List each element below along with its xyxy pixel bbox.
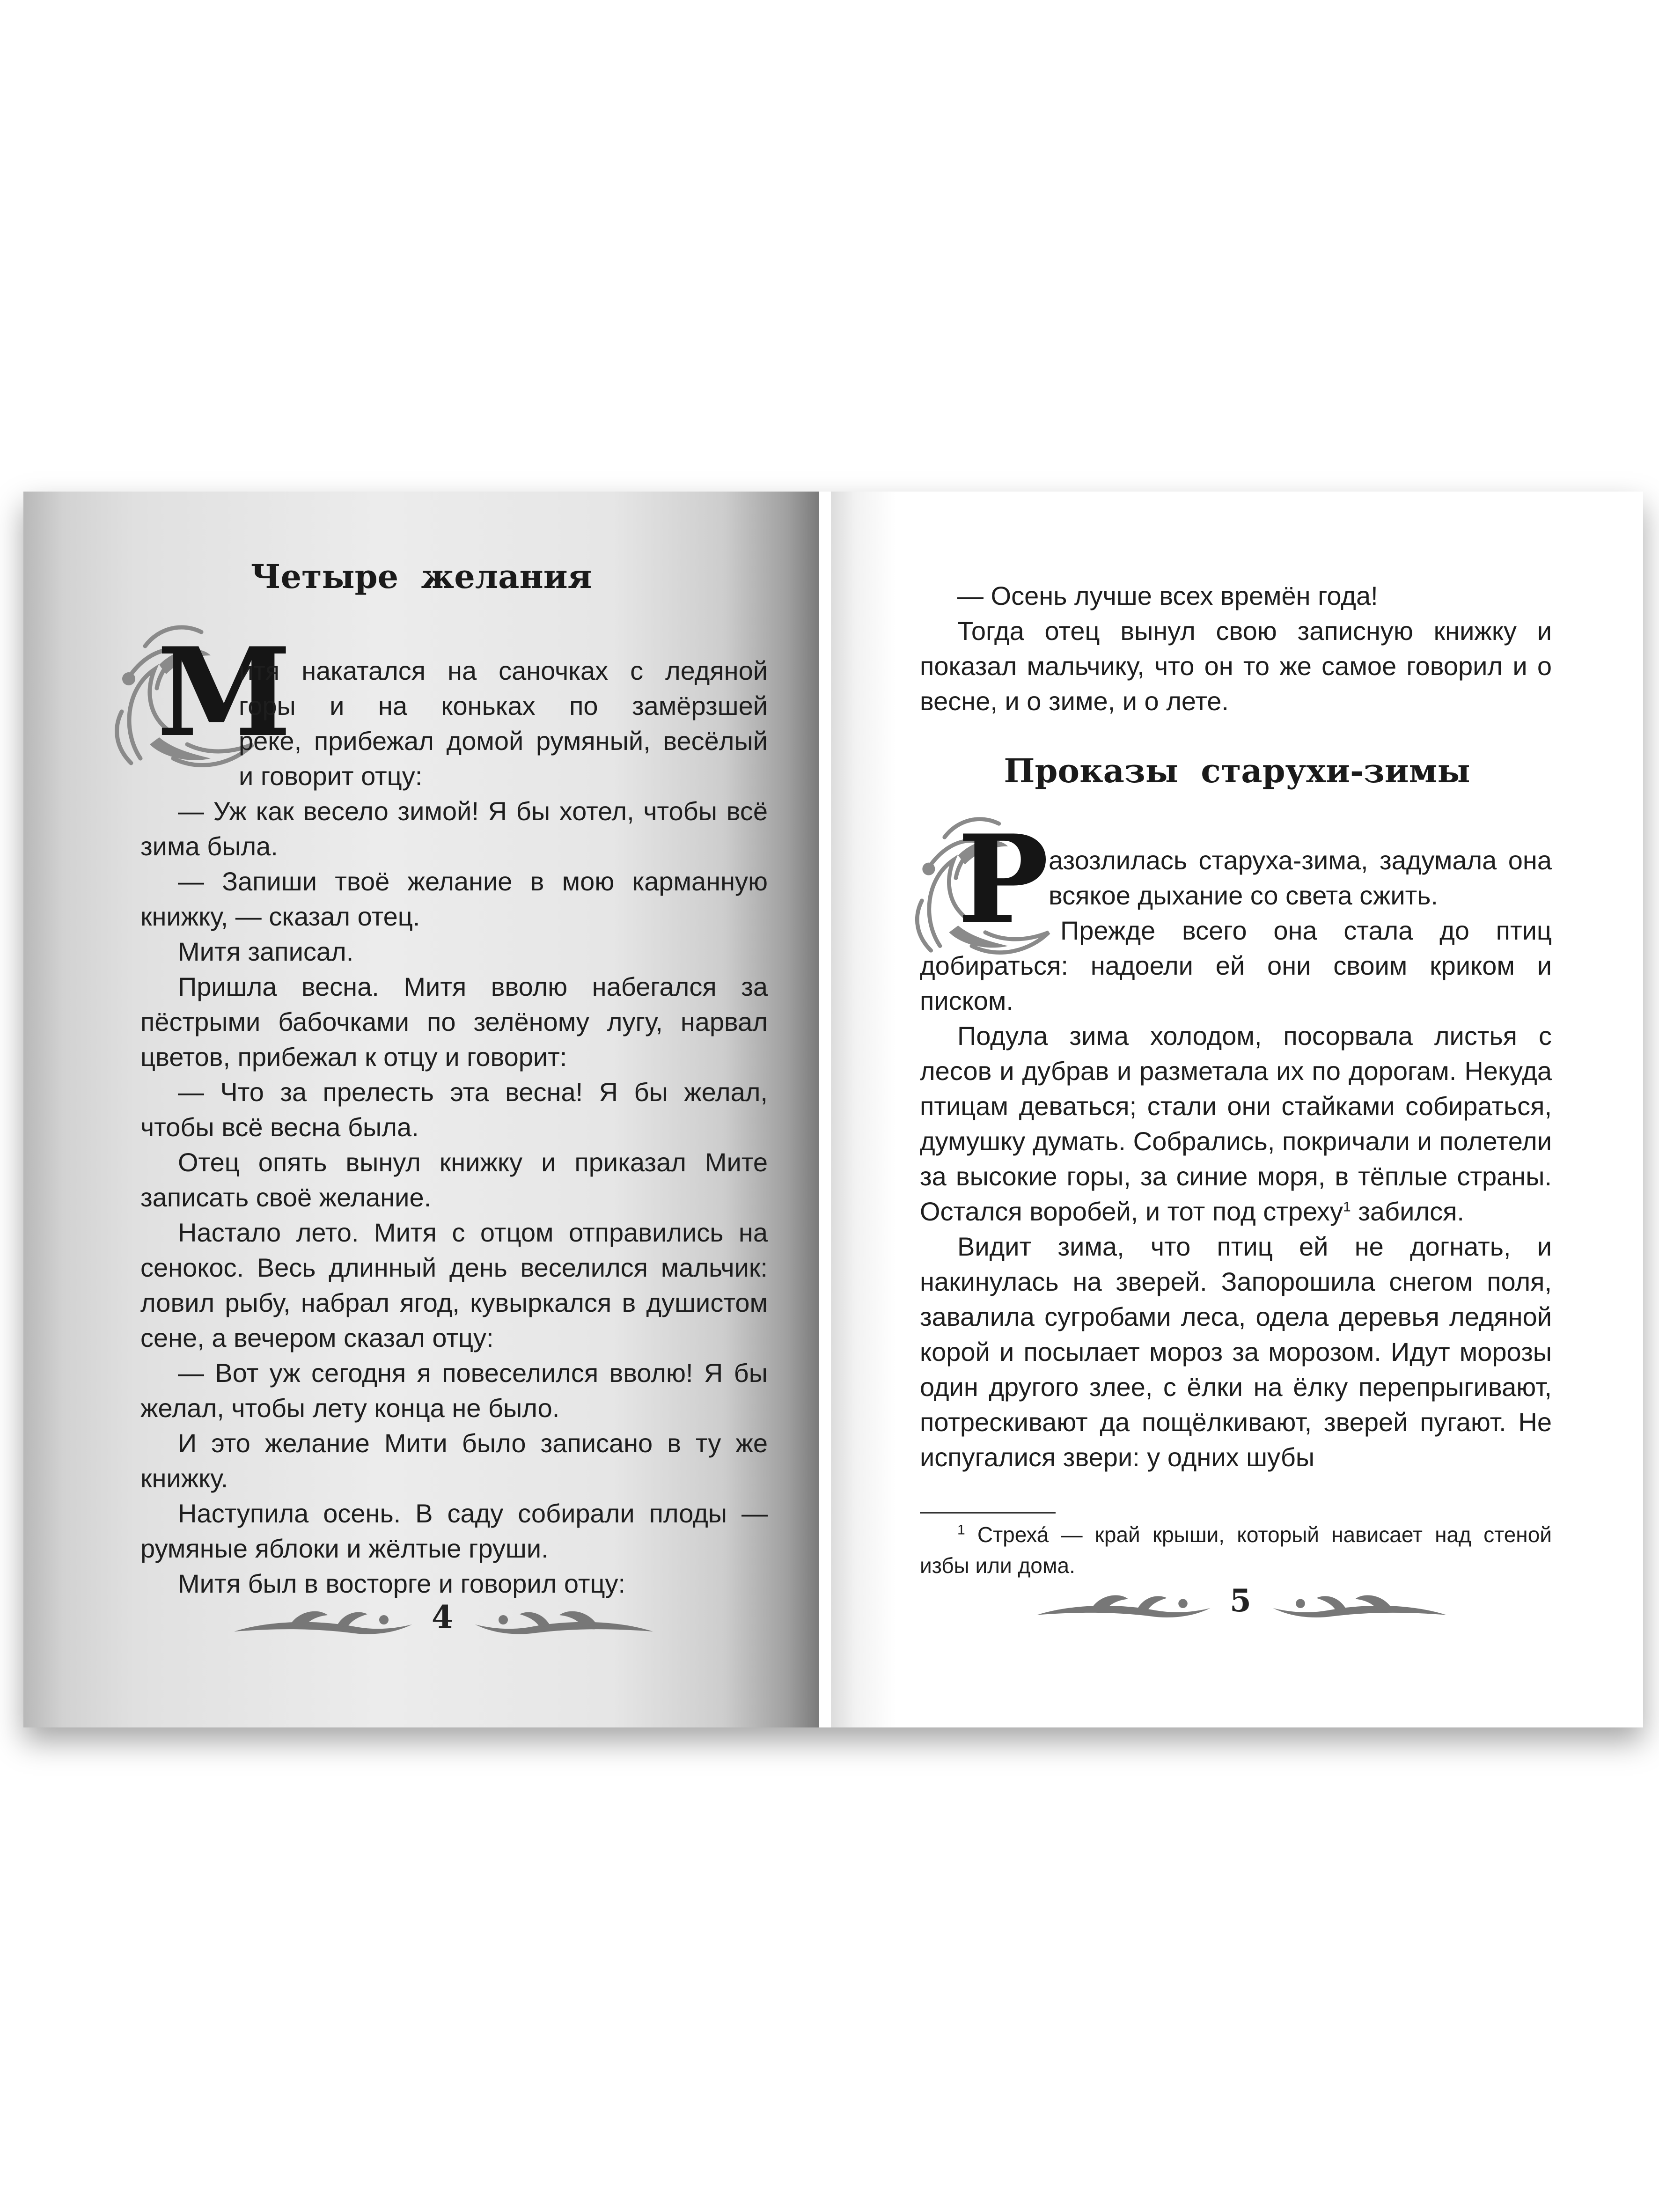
- paragraph: Прежде всего она стала до птиц добираться: надоели ей они своим криком и писком.: [920, 916, 1552, 1015]
- paragraph: Пришла весна. Митя вволю набегался за пёстрыми бабочками по зелёному лугу, нарвал цветов, прибежал к отцу и говорит:: [140, 972, 768, 1072]
- footer-ornament-right: [466, 1606, 653, 1643]
- story-title-four-wishes: Четыре желания: [250, 557, 592, 596]
- drop-cap-letter-m: М: [157, 621, 292, 764]
- page-number-right: 5: [1230, 1582, 1251, 1619]
- footnote-number: 1: [957, 1522, 965, 1538]
- drop-cap-letter-r: Р: [957, 808, 1049, 951]
- right-page-body: [920, 843, 1552, 1475]
- paragraph-text: Подула зима холодом, посорвала листья с лесов и дубрав и разметала их по дорогам. Некуда птицам деваться; стали они стайками собираться, думушку думать. Собрались, покричали и полетели за высокие горы, за синие моря, в тёплые страны. Остался воробей, и тот под стреху: [920, 1021, 1552, 1226]
- paragraph: Отец опять вынул книжку и приказал Мите записать своё желание.: [140, 1147, 768, 1212]
- paragraph: Тогда отец вынул свою записную книжку и показал мальчику, что он то же самое говорил и о весне, и о зиме, и о лете.: [920, 616, 1552, 716]
- footnote-reference: 1: [1343, 1199, 1351, 1215]
- paragraph: Настало лето. Митя с отцом отправились на сенокос. Весь длинный день веселился мальчик: ловил рыбу, набрал ягод, кувыркался в душистом сене, а вечером сказал отцу:: [140, 1218, 768, 1352]
- paragraph: Видит зима, что птиц ей не догнать, и накинулась на зверей. Запорошила снегом поля, завалила сугробами леса, одела деревья ледяной корой и посылает мороз за морозом. Идут морозы один другого злее, с ёлки на ёлку перепрыгивают, потрескивают да пощёлкивают, зверей пугают. Не испугалися звери: у одних шубы: [920, 1232, 1552, 1472]
- paragraph: Наступила осень. В саду собирали плоды — румяные яблоки и жёлтые груши.: [140, 1499, 768, 1563]
- paragraph: [920, 1018, 1552, 1229]
- paragraph: реке, прибежал домой румяный, весёлый и говорит отцу:: [239, 726, 768, 791]
- footnote: [920, 1519, 1552, 1581]
- footnote-text: Стреха́ — край крыши, который нависает над стеной избы или дома.: [920, 1522, 1552, 1578]
- paragraph: — Запиши твоё желание в мою карманную книжку, — сказал отец.: [140, 867, 768, 931]
- right-page-intro: [920, 578, 1552, 719]
- footer-ornament-right: [1264, 1589, 1446, 1627]
- page-number-left: 4: [432, 1599, 453, 1635]
- footer-ornament-left: [234, 1606, 421, 1643]
- paragraph-tail: забился.: [1351, 1197, 1464, 1226]
- first-line-1: итя накатался на саночках с ледяной: [239, 656, 768, 685]
- story-title-old-winter-pranks: Проказы старухи-зимы: [1004, 751, 1470, 790]
- left-page: [23, 492, 819, 1727]
- paragraph: Митя был в восторге и говорил отцу:: [178, 1569, 626, 1598]
- paragraph: — Уж как весело зимой! Я бы хотел, чтобы всё зима была.: [140, 796, 768, 861]
- left-page-body: [140, 653, 768, 1601]
- paragraph: — Вот уж сегодня я повеселился вволю! Я бы желал, чтобы лету конца не было.: [140, 1358, 768, 1423]
- right-page: [831, 492, 1643, 1727]
- book-gutter: [819, 492, 831, 1727]
- paragraph: — Осень лучше всех времён года!: [957, 581, 1378, 610]
- first-line-1: азозлилась старуха-зима, задумала она: [1049, 845, 1552, 875]
- paragraph: — Что за прелесть эта весна! Я бы желал, чтобы всё весна была.: [140, 1077, 768, 1142]
- footer-ornament-left: [1037, 1589, 1219, 1627]
- first-line-2: горы и на коньках по замёрзшей: [239, 691, 768, 720]
- paragraph: Митя записал.: [178, 937, 354, 966]
- paragraph: И это желание Мити было записано в ту же книжку.: [140, 1428, 768, 1493]
- first-line-2: всякое дыхание со света сжить.: [1049, 881, 1438, 910]
- footnote-divider: [920, 1512, 1056, 1514]
